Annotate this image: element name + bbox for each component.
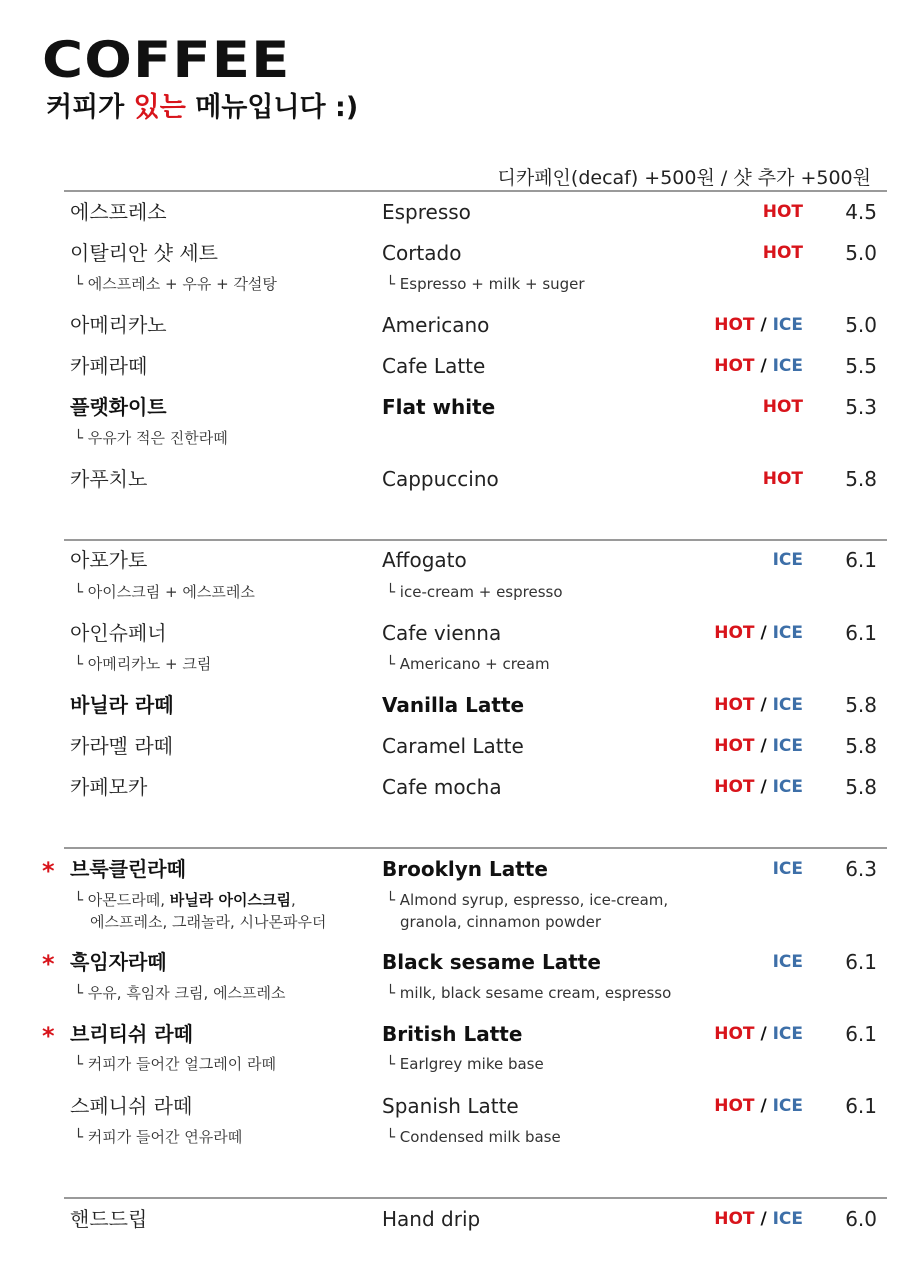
ice-label: ICE xyxy=(772,1096,803,1116)
menu-row-spanish-latte xyxy=(0,1089,921,1123)
menu-row-cafe-latte xyxy=(0,349,921,383)
item-name-en: Cappuccino xyxy=(382,467,499,491)
item-desc-ko: └ 우유, 흑임자 크림, 에스프레소 xyxy=(74,984,286,1002)
item-desc-en: └ milk, black sesame cream, espresso xyxy=(386,984,672,1002)
item-price: 5.0 xyxy=(845,313,877,337)
item-desc-ko xyxy=(74,889,296,911)
item-name-ko: 흑임자라떼 xyxy=(70,950,167,974)
item-name-en: Black sesame Latte xyxy=(382,950,601,974)
decaf-note: 디카페인(decaf) +500원 / 샷 추가 +500원 xyxy=(497,167,871,189)
item-name-en: Brooklyn Latte xyxy=(382,857,548,881)
temp-options xyxy=(714,1017,803,1051)
item-name-ko: 브룩클린라떼 xyxy=(70,857,186,881)
item-price: 5.8 xyxy=(845,467,877,491)
temp-options xyxy=(763,195,803,229)
ice-label: ICE xyxy=(772,550,803,570)
desc-bold-part: 바닐라 아이스크림 xyxy=(169,891,291,909)
item-desc-ko: └ 아이스크림 + 에스프레소 xyxy=(74,583,255,601)
hot-label: HOT xyxy=(762,397,803,417)
ice-label: ICE xyxy=(772,1024,803,1044)
page-subtitle xyxy=(46,88,358,128)
menu-row-americano xyxy=(0,308,921,342)
item-price: 6.3 xyxy=(845,857,877,881)
item-desc-en: └ Espresso + milk + suger xyxy=(386,275,585,293)
slash: / xyxy=(760,315,767,335)
hot-label: HOT xyxy=(762,243,803,263)
hot-label: HOT xyxy=(714,1209,755,1229)
item-name-ko: 카페모카 xyxy=(70,775,148,799)
item-price: 5.8 xyxy=(845,693,877,717)
item-name-en: Cafe Latte xyxy=(382,354,486,378)
menu-row-black-sesame-latte xyxy=(0,945,921,979)
item-price: 5.5 xyxy=(845,354,877,378)
temp-options xyxy=(714,616,803,650)
page-title: COFFEE xyxy=(42,31,291,89)
ice-label: ICE xyxy=(772,1209,803,1229)
item-desc-ko: └ 우유가 적은 진한라떼 xyxy=(74,429,228,447)
temp-options xyxy=(773,945,803,979)
item-desc-en: └ Condensed milk base xyxy=(386,1128,561,1146)
ice-label: ICE xyxy=(772,623,803,643)
signature-star: * xyxy=(42,950,55,978)
item-desc-en: └ Americano + cream xyxy=(386,655,550,673)
item-price: 6.0 xyxy=(845,1207,877,1231)
item-name-en: Espresso xyxy=(382,200,471,224)
item-desc-ko: └ 에스프레소 + 우유 + 각설탕 xyxy=(74,275,277,293)
section-divider xyxy=(64,847,887,849)
temp-options xyxy=(763,236,803,270)
temp-options xyxy=(763,462,803,496)
item-name-ko: 아메리카노 xyxy=(70,313,167,337)
ice-label: ICE xyxy=(772,695,803,715)
slash: / xyxy=(760,695,767,715)
slash: / xyxy=(760,1024,767,1044)
item-name-en: Cafe vienna xyxy=(382,621,502,645)
subtitle-highlight: 있는 xyxy=(133,92,186,123)
item-price: 6.1 xyxy=(845,1094,877,1118)
slash: / xyxy=(760,356,767,376)
menu-row-vienna xyxy=(0,616,921,650)
subtitle-post: 메뉴입니다 :) xyxy=(185,92,359,123)
item-name-en: British Latte xyxy=(382,1022,523,1046)
menu-row-cappuccino xyxy=(0,462,921,496)
menu-row-cortado xyxy=(0,236,921,270)
item-name-ko: 카푸치노 xyxy=(70,467,148,491)
slash: / xyxy=(760,777,767,797)
item-name-ko: 바닐라 라떼 xyxy=(70,693,174,717)
hot-label: HOT xyxy=(714,1024,755,1044)
item-name-en: Americano xyxy=(382,313,490,337)
item-price: 6.1 xyxy=(845,621,877,645)
menu-row-affogato xyxy=(0,543,921,577)
item-price: 5.3 xyxy=(845,395,877,419)
menu-row-british-latte xyxy=(0,1017,921,1051)
item-name-ko: 아포가토 xyxy=(70,548,148,572)
item-price: 4.5 xyxy=(845,200,877,224)
ice-label: ICE xyxy=(772,859,803,879)
item-desc-ko: └ 커피가 들어간 얼그레이 라떼 xyxy=(74,1055,276,1073)
menu-row-hand-drip xyxy=(0,1202,921,1236)
item-name-en: Affogato xyxy=(382,548,467,572)
item-desc-en: └ ice-cream + espresso xyxy=(386,583,563,601)
temp-options xyxy=(773,852,803,886)
item-name-ko: 브리티쉬 라떼 xyxy=(70,1022,193,1046)
hot-label: HOT xyxy=(714,315,755,335)
item-name-en: Cortado xyxy=(382,241,462,265)
temp-options xyxy=(714,688,803,722)
item-name-en: Spanish Latte xyxy=(382,1094,519,1118)
item-desc-en: └ Almond syrup, espresso, ice-cream, xyxy=(386,891,669,909)
item-price: 6.1 xyxy=(845,950,877,974)
section-divider xyxy=(64,1197,887,1199)
item-name-ko: 스페니쉬 라떼 xyxy=(70,1094,193,1118)
hot-label: HOT xyxy=(762,469,803,489)
item-price: 6.1 xyxy=(845,548,877,572)
item-price: 6.1 xyxy=(845,1022,877,1046)
temp-options xyxy=(714,1202,803,1236)
signature-star: * xyxy=(42,1022,55,1050)
ice-label: ICE xyxy=(772,777,803,797)
hot-label: HOT xyxy=(714,777,755,797)
menu-row-flat-white xyxy=(0,390,921,424)
hot-label: HOT xyxy=(714,1096,755,1116)
hot-label: HOT xyxy=(714,623,755,643)
item-name-en: Caramel Latte xyxy=(382,734,524,758)
signature-star: * xyxy=(42,857,55,885)
menu-row-caramel-latte xyxy=(0,729,921,763)
temp-options xyxy=(714,349,803,383)
hot-label: HOT xyxy=(762,202,803,222)
temp-options xyxy=(714,729,803,763)
item-name-en: Hand drip xyxy=(382,1207,481,1231)
ice-label: ICE xyxy=(772,736,803,756)
item-name-en: Vanilla Latte xyxy=(382,693,525,717)
section-divider xyxy=(64,539,887,541)
slash: / xyxy=(760,736,767,756)
item-name-ko: 카페라떼 xyxy=(70,354,148,378)
item-name-en: Flat white xyxy=(382,395,496,419)
item-name-ko: 플랫화이트 xyxy=(70,395,167,419)
ice-label: ICE xyxy=(772,952,803,972)
item-desc-ko: └ 커피가 들어간 연유라떼 xyxy=(74,1128,243,1146)
temp-options xyxy=(763,390,803,424)
item-name-ko: 에스프레소 xyxy=(70,200,167,224)
hot-label: HOT xyxy=(714,736,755,756)
item-name-en: Cafe mocha xyxy=(382,775,502,799)
temp-options xyxy=(714,1089,803,1123)
menu-row-vanilla-latte xyxy=(0,688,921,722)
desc-part: └ 아몬드라떼, xyxy=(74,891,170,909)
menu-row-espresso xyxy=(0,195,921,229)
item-desc-ko: └ 아메리카노 + 크림 xyxy=(74,655,212,673)
item-name-ko: 아인슈페너 xyxy=(70,621,167,645)
temp-options xyxy=(714,308,803,342)
temp-options xyxy=(773,543,803,577)
temp-options xyxy=(714,770,803,804)
ice-label: ICE xyxy=(772,315,803,335)
hot-label: HOT xyxy=(714,695,755,715)
item-desc-en-line2: granola, cinnamon powder xyxy=(400,913,602,931)
ice-label: ICE xyxy=(772,356,803,376)
slash: / xyxy=(760,623,767,643)
desc-part: , xyxy=(290,891,296,909)
menu-row-brooklyn-latte xyxy=(0,852,921,886)
item-name-ko: 이탈리안 샷 세트 xyxy=(70,241,218,265)
item-name-ko: 카라멜 라떼 xyxy=(70,734,173,758)
hot-label: HOT xyxy=(714,356,755,376)
subtitle-pre: 커피가 xyxy=(46,92,134,123)
slash: / xyxy=(760,1209,767,1229)
item-price: 5.8 xyxy=(845,734,877,758)
slash: / xyxy=(760,1096,767,1116)
item-desc-en: └ Earlgrey mike base xyxy=(386,1055,544,1073)
item-name-ko: 핸드드립 xyxy=(70,1207,148,1231)
item-price: 5.8 xyxy=(845,775,877,799)
menu-row-cafe-mocha xyxy=(0,770,921,804)
section-divider xyxy=(64,190,887,192)
item-price: 5.0 xyxy=(845,241,877,265)
item-desc-ko-line2: 에스프레소, 그래놀라, 시나몬파우더 xyxy=(90,913,327,931)
